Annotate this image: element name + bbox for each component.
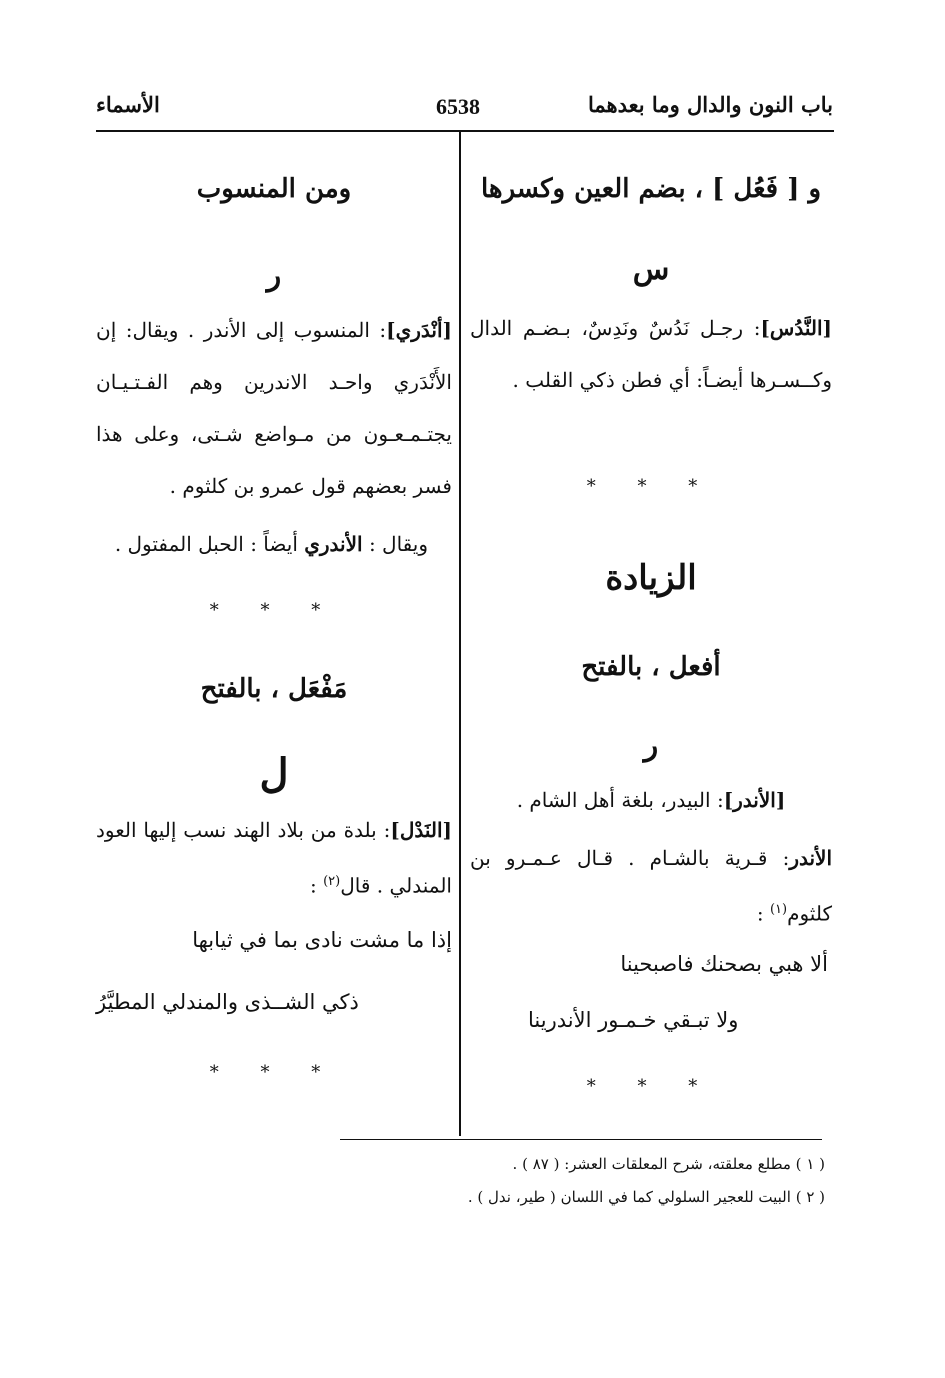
footnote-rule bbox=[340, 1139, 822, 1140]
entry-andar-2-text: : قـرية بالشـام . قـال عـمـرو بن كلثوم bbox=[470, 846, 832, 926]
verse-right-1: ألا هبي بصحنك فاصبحينا bbox=[620, 952, 828, 976]
entry-andari-2-term: الأندري bbox=[304, 532, 363, 556]
entry-andari-2-text: أيضاً : الحبل المفتول . bbox=[114, 532, 298, 556]
right-section-heading-1: و [ فَعُل ] ، بضم العين وكسرها bbox=[480, 174, 822, 204]
right-separator-1: * * * bbox=[586, 476, 716, 497]
footnote-2: ( ٢ ) البيت للعجير السلولي كما في اللسان ( طير، ندل ) . bbox=[467, 1188, 825, 1206]
entry-andar-1 bbox=[470, 774, 832, 826]
entry-andari-2-prefix: ويقال : bbox=[368, 532, 428, 556]
footnote-ref-2: (٢) bbox=[323, 874, 341, 889]
entry-andar-1-text: : البيدر، بلغة أهل الشام . bbox=[516, 788, 724, 812]
left-letter-lam: ل bbox=[259, 750, 289, 797]
entry-nadus bbox=[470, 302, 832, 406]
verse-right-2: ولا تبـقي خـمـور الأندرينا bbox=[528, 1008, 739, 1032]
entry-andar-2-term: الأندر bbox=[789, 846, 832, 870]
entry-andar-2-colon: : bbox=[756, 901, 764, 926]
entry-andari-text: : المنسوب إلى الأندر . ويقال: إن الأَنْدَري واحـد الاندرين وهم الفـتـيـان يجتـمـعـون من مـواضع شـتى، وعلى هذا فسر بعضهم قول عمرو بن كلثوم . bbox=[96, 318, 452, 498]
zyada-heading: الزيادة bbox=[605, 558, 697, 598]
right-section-heading-2: أفعل ، بالفتح bbox=[581, 652, 721, 682]
verse-left-2: ذكي الشــذى والمندلي المطيَّرُ bbox=[96, 990, 359, 1014]
chapter-title: باب النون والدال وما بعدهما bbox=[588, 92, 833, 117]
entry-nadus-term: [النَّدُس] bbox=[760, 316, 832, 340]
footnote-ref-1: (١) bbox=[769, 902, 788, 917]
entry-andar-1-term: [الأندر] bbox=[723, 788, 786, 812]
left-separator-2: * * * bbox=[209, 1062, 339, 1083]
section-title: الأسماء bbox=[96, 92, 160, 117]
right-letter-ra: ر bbox=[643, 728, 659, 763]
page-header bbox=[0, 82, 945, 122]
header-rule bbox=[96, 130, 834, 132]
entry-nadal-colon: : bbox=[309, 873, 317, 898]
verse-left-1: إذا ما مشت نادى بما في ثيابها bbox=[192, 928, 452, 952]
left-section-heading-2: مَفْعَل ، بالفتح bbox=[200, 674, 348, 704]
entry-andari-term: [أنْدَري] bbox=[386, 318, 452, 342]
column-divider bbox=[459, 132, 461, 1136]
footnote-1: ( ١ ) مطلع معلقته، شرح المعلقات العشر: ( ٨٧ ) . bbox=[512, 1155, 825, 1173]
entry-andari bbox=[96, 304, 452, 512]
left-separator-1: * * * bbox=[209, 600, 339, 621]
page-number: 6538 bbox=[436, 94, 480, 119]
right-letter-seen: س bbox=[632, 252, 670, 287]
entry-nadal-term: [النَدْل] bbox=[390, 818, 452, 842]
entry-andari-2 bbox=[96, 518, 452, 570]
entry-nadus-text: : رجـل نَدُسٌ ونَدِسٌ، بـضـم الدال وكــسـرها أيضـاً: أي فطن ذكي القلب . bbox=[470, 316, 832, 392]
entry-nadal bbox=[96, 804, 452, 912]
entry-nadal-text: : بلدة من بلاد الهند نسب إليها العود المندلي . قال bbox=[96, 818, 452, 898]
right-separator-2: * * * bbox=[586, 1076, 716, 1097]
entry-andar-2 bbox=[470, 832, 832, 940]
left-section-heading-1: ومن المنسوب bbox=[196, 174, 352, 204]
left-letter-ra: ر bbox=[266, 258, 282, 293]
